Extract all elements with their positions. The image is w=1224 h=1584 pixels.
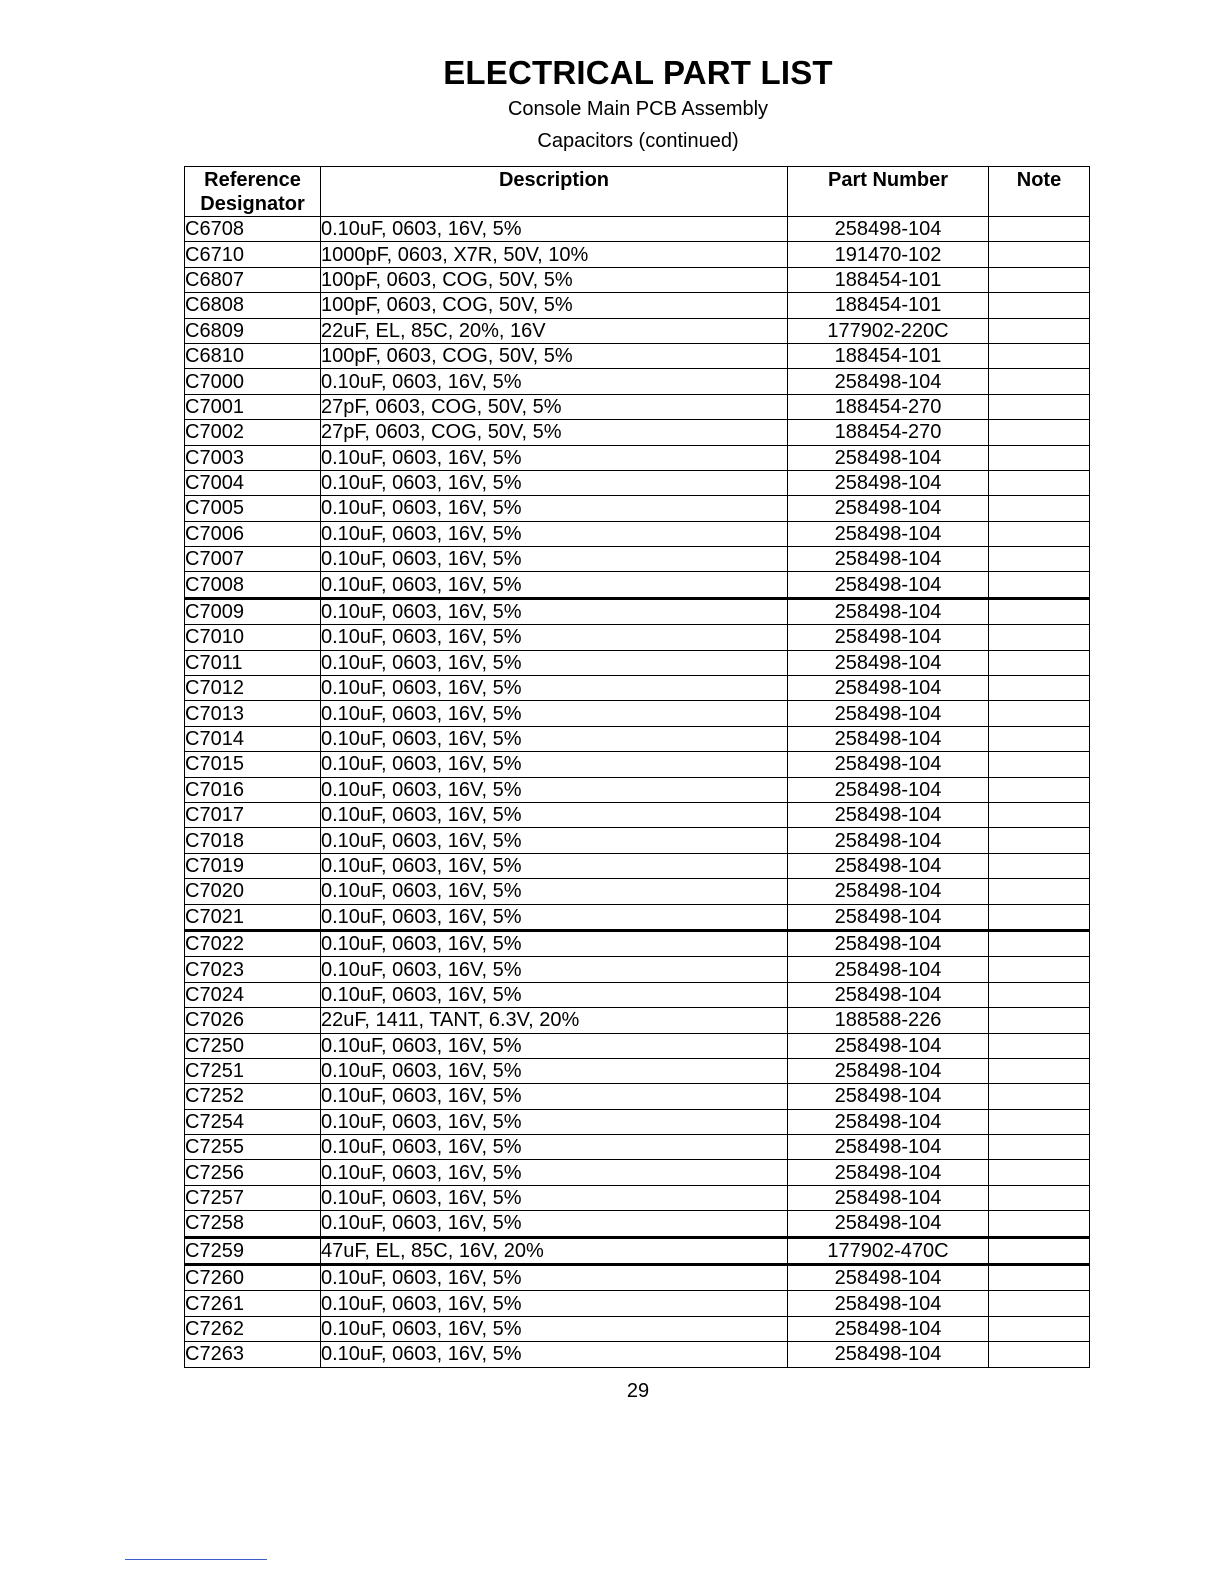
cell-reference-designator: C7021: [185, 904, 321, 930]
cell-note: [989, 598, 1090, 624]
cell-description: 100pF, 0603, COG, 50V, 5%: [321, 343, 788, 368]
page-number: 29: [626, 1380, 650, 1402]
cell-description: 0.10uF, 0603, 16V, 5%: [321, 802, 788, 827]
cell-part-number: 258498-104: [788, 904, 989, 930]
cell-note: [989, 777, 1090, 802]
table-row: [185, 1160, 1090, 1185]
table-row: [185, 853, 1090, 878]
cell-reference-designator: C7003: [185, 445, 321, 470]
cell-note: [989, 343, 1090, 368]
cell-description: 27pF, 0603, COG, 50V, 5%: [321, 420, 788, 445]
cell-note: [989, 982, 1090, 1007]
cell-reference-designator: C6710: [185, 242, 321, 267]
page-title: ELECTRICAL PART LIST: [443, 54, 833, 91]
table-row: [185, 420, 1090, 445]
cell-description: 27pF, 0603, COG, 50V, 5%: [321, 394, 788, 419]
cell-reference-designator: C7026: [185, 1008, 321, 1033]
table-row: [185, 957, 1090, 982]
cell-part-number: 258498-104: [788, 1033, 989, 1058]
cell-note: [989, 1265, 1090, 1291]
cell-part-number: 188454-101: [788, 293, 989, 318]
table-row: [185, 777, 1090, 802]
cell-part-number: 258498-104: [788, 572, 989, 598]
table-row: [185, 650, 1090, 675]
cell-reference-designator: C7260: [185, 1265, 321, 1291]
table-row: [185, 369, 1090, 394]
cell-note: [989, 904, 1090, 930]
cell-reference-designator: C7000: [185, 369, 321, 394]
cell-note: [989, 701, 1090, 726]
cell-note: [989, 1291, 1090, 1316]
cell-part-number: 258498-104: [788, 957, 989, 982]
cell-note: [989, 470, 1090, 495]
cell-reference-designator: C7257: [185, 1185, 321, 1210]
cell-reference-designator: C7254: [185, 1109, 321, 1134]
parts-table-body: [185, 217, 1090, 1368]
cell-reference-designator: C7017: [185, 802, 321, 827]
cell-description: 0.10uF, 0603, 16V, 5%: [321, 1109, 788, 1134]
cell-reference-designator: C7013: [185, 701, 321, 726]
cell-description: 22uF, 1411, TANT, 6.3V, 20%: [321, 1008, 788, 1033]
cell-reference-designator: C7255: [185, 1135, 321, 1160]
cell-part-number: 258498-104: [788, 369, 989, 394]
cell-description: 0.10uF, 0603, 16V, 5%: [321, 547, 788, 572]
cell-part-number: 258498-104: [788, 752, 989, 777]
cell-part-number: 258498-104: [788, 625, 989, 650]
table-row: [185, 293, 1090, 318]
cell-note: [989, 752, 1090, 777]
table-row: [185, 1109, 1090, 1134]
table-row: [185, 1316, 1090, 1341]
cell-description: 1000pF, 0603, X7R, 50V, 10%: [321, 242, 788, 267]
cell-description: 0.10uF, 0603, 16V, 5%: [321, 1084, 788, 1109]
cell-description: 0.10uF, 0603, 16V, 5%: [321, 598, 788, 624]
cell-note: [989, 1342, 1090, 1367]
cell-part-number: 258498-104: [788, 777, 989, 802]
cell-reference-designator: C6808: [185, 293, 321, 318]
cell-reference-designator: C7009: [185, 598, 321, 624]
cell-reference-designator: C7020: [185, 879, 321, 904]
header-description: Description: [321, 167, 788, 217]
cell-reference-designator: C7014: [185, 726, 321, 751]
table-row: [185, 726, 1090, 751]
cell-note: [989, 828, 1090, 853]
cell-description: 0.10uF, 0603, 16V, 5%: [321, 521, 788, 546]
cell-part-number: 258498-104: [788, 1058, 989, 1083]
cell-part-number: 258498-104: [788, 982, 989, 1007]
cell-note: [989, 318, 1090, 343]
cell-note: [989, 1033, 1090, 1058]
cell-description: 0.10uF, 0603, 16V, 5%: [321, 1185, 788, 1210]
cell-reference-designator: C7005: [185, 496, 321, 521]
table-row: [185, 547, 1090, 572]
cell-description: 0.10uF, 0603, 16V, 5%: [321, 676, 788, 701]
cell-reference-designator: C6810: [185, 343, 321, 368]
cell-part-number: 258498-104: [788, 650, 989, 675]
header-reference-designator: Reference Designator: [185, 167, 321, 217]
cell-description: 0.10uF, 0603, 16V, 5%: [321, 1265, 788, 1291]
table-row: [185, 521, 1090, 546]
cell-description: 0.10uF, 0603, 16V, 5%: [321, 828, 788, 853]
cell-description: 0.10uF, 0603, 16V, 5%: [321, 982, 788, 1007]
cell-part-number: 258498-104: [788, 547, 989, 572]
cell-note: [989, 572, 1090, 598]
cell-description: 0.10uF, 0603, 16V, 5%: [321, 1058, 788, 1083]
cell-note: [989, 853, 1090, 878]
table-row: [185, 1185, 1090, 1210]
cell-description: 0.10uF, 0603, 16V, 5%: [321, 496, 788, 521]
cell-reference-designator: C7004: [185, 470, 321, 495]
cell-part-number: 258498-104: [788, 1185, 989, 1210]
cell-note: [989, 217, 1090, 242]
cell-reference-designator: C7256: [185, 1160, 321, 1185]
cell-reference-designator: C7022: [185, 930, 321, 956]
cell-description: 0.10uF, 0603, 16V, 5%: [321, 650, 788, 675]
cell-part-number: 258498-104: [788, 930, 989, 956]
cell-reference-designator: C7023: [185, 957, 321, 982]
cell-description: 0.10uF, 0603, 16V, 5%: [321, 1316, 788, 1341]
table-row: [185, 445, 1090, 470]
cell-part-number: 258498-104: [788, 1084, 989, 1109]
section-heading: Capacitors (continued): [537, 130, 739, 152]
cell-part-number: 258498-104: [788, 726, 989, 751]
cell-reference-designator: C7252: [185, 1084, 321, 1109]
cell-reference-designator: C7002: [185, 420, 321, 445]
cell-reference-designator: C7016: [185, 777, 321, 802]
cell-part-number: 258498-104: [788, 1160, 989, 1185]
cell-part-number: 258498-104: [788, 1316, 989, 1341]
cell-reference-designator: C7008: [185, 572, 321, 598]
table-row: [185, 1265, 1090, 1291]
cell-part-number: 188454-270: [788, 420, 989, 445]
cell-reference-designator: C7259: [185, 1237, 321, 1264]
cell-note: [989, 496, 1090, 521]
table-row: [185, 1135, 1090, 1160]
cell-part-number: 258498-104: [788, 470, 989, 495]
cell-part-number: 258498-104: [788, 676, 989, 701]
cell-reference-designator: C7012: [185, 676, 321, 701]
cell-note: [989, 369, 1090, 394]
cell-note: [989, 394, 1090, 419]
table-row: [185, 930, 1090, 956]
table-row: [185, 982, 1090, 1007]
table-row: [185, 1237, 1090, 1264]
assembly-subtitle: Console Main PCB Assembly: [507, 98, 769, 120]
cell-description: 0.10uF, 0603, 16V, 5%: [321, 752, 788, 777]
cell-description: 0.10uF, 0603, 16V, 5%: [321, 445, 788, 470]
cell-note: [989, 1109, 1090, 1134]
cell-part-number: 188454-270: [788, 394, 989, 419]
cell-note: [989, 676, 1090, 701]
cell-note: [989, 1211, 1090, 1237]
cell-part-number: 188454-101: [788, 267, 989, 292]
table-row: [185, 242, 1090, 267]
cell-reference-designator: C7018: [185, 828, 321, 853]
table-row: [185, 1058, 1090, 1083]
table-row: [185, 496, 1090, 521]
cell-part-number: 258498-104: [788, 1135, 989, 1160]
cell-note: [989, 957, 1090, 982]
cell-note: [989, 267, 1090, 292]
table-row: [185, 394, 1090, 419]
cell-description: 0.10uF, 0603, 16V, 5%: [321, 777, 788, 802]
table-row: [185, 1084, 1090, 1109]
cell-part-number: 258498-104: [788, 853, 989, 878]
table-row: [185, 625, 1090, 650]
cell-reference-designator: C7263: [185, 1342, 321, 1367]
cell-description: 0.10uF, 0603, 16V, 5%: [321, 369, 788, 394]
cell-part-number: 258498-104: [788, 802, 989, 827]
cell-part-number: 258498-104: [788, 828, 989, 853]
cell-part-number: 258498-104: [788, 1109, 989, 1134]
cell-description: 100pF, 0603, COG, 50V, 5%: [321, 267, 788, 292]
cell-part-number: 258498-104: [788, 217, 989, 242]
cell-note: [989, 1058, 1090, 1083]
cell-note: [989, 1160, 1090, 1185]
cell-note: [989, 650, 1090, 675]
table-row: [185, 343, 1090, 368]
cell-description: 0.10uF, 0603, 16V, 5%: [321, 572, 788, 598]
cell-reference-designator: C6809: [185, 318, 321, 343]
table-row: [185, 470, 1090, 495]
cell-description: 0.10uF, 0603, 16V, 5%: [321, 1291, 788, 1316]
cell-description: 0.10uF, 0603, 16V, 5%: [321, 1342, 788, 1367]
table-row: [185, 318, 1090, 343]
cell-description: 0.10uF, 0603, 16V, 5%: [321, 1160, 788, 1185]
cell-description: 0.10uF, 0603, 16V, 5%: [321, 904, 788, 930]
cell-description: 0.10uF, 0603, 16V, 5%: [321, 930, 788, 956]
cell-note: [989, 1135, 1090, 1160]
cell-reference-designator: C7011: [185, 650, 321, 675]
cell-description: 0.10uF, 0603, 16V, 5%: [321, 217, 788, 242]
cell-part-number: 258498-104: [788, 879, 989, 904]
cell-reference-designator: C6708: [185, 217, 321, 242]
cell-part-number: 191470-102: [788, 242, 989, 267]
cell-part-number: 258498-104: [788, 1265, 989, 1291]
cell-description: 22uF, EL, 85C, 20%, 16V: [321, 318, 788, 343]
cell-description: 0.10uF, 0603, 16V, 5%: [321, 701, 788, 726]
table-row: [185, 217, 1090, 242]
cell-note: [989, 420, 1090, 445]
cell-description: 0.10uF, 0603, 16V, 5%: [321, 879, 788, 904]
table-header-row: [185, 167, 1090, 217]
cell-reference-designator: C7001: [185, 394, 321, 419]
cell-part-number: 177902-220C: [788, 318, 989, 343]
table-row: [185, 1211, 1090, 1237]
cell-note: [989, 625, 1090, 650]
parts-table: [184, 166, 1090, 1368]
cell-reference-designator: C7006: [185, 521, 321, 546]
cell-part-number: 258498-104: [788, 1342, 989, 1367]
cell-description: 0.10uF, 0603, 16V, 5%: [321, 726, 788, 751]
cell-description: 0.10uF, 0603, 16V, 5%: [321, 853, 788, 878]
cell-part-number: 258498-104: [788, 598, 989, 624]
cell-note: [989, 547, 1090, 572]
cell-part-number: 258498-104: [788, 1211, 989, 1237]
cell-description: 0.10uF, 0603, 16V, 5%: [321, 1211, 788, 1237]
cell-description: 0.10uF, 0603, 16V, 5%: [321, 625, 788, 650]
cell-note: [989, 726, 1090, 751]
cell-note: [989, 1008, 1090, 1033]
table-row: [185, 1342, 1090, 1367]
cell-reference-designator: C6807: [185, 267, 321, 292]
cell-part-number: 258498-104: [788, 496, 989, 521]
table-row: [185, 267, 1090, 292]
table-row: [185, 1008, 1090, 1033]
table-row: [185, 1033, 1090, 1058]
cell-part-number: 188454-101: [788, 343, 989, 368]
header-note: Note: [989, 167, 1090, 217]
cell-note: [989, 1237, 1090, 1264]
cell-note: [989, 1316, 1090, 1341]
table-row: [185, 802, 1090, 827]
table-row: [185, 904, 1090, 930]
cell-note: [989, 445, 1090, 470]
cell-reference-designator: C7258: [185, 1211, 321, 1237]
cell-note: [989, 1185, 1090, 1210]
table-row: [185, 598, 1090, 624]
cell-reference-designator: C7019: [185, 853, 321, 878]
cell-note: [989, 521, 1090, 546]
cell-description: 0.10uF, 0603, 16V, 5%: [321, 1033, 788, 1058]
cell-note: [989, 293, 1090, 318]
cell-note: [989, 1084, 1090, 1109]
cell-part-number: 177902-470C: [788, 1237, 989, 1264]
cell-reference-designator: C7007: [185, 547, 321, 572]
cell-reference-designator: C7010: [185, 625, 321, 650]
table-row: [185, 676, 1090, 701]
cell-part-number: 258498-104: [788, 701, 989, 726]
cell-description: 0.10uF, 0603, 16V, 5%: [321, 1135, 788, 1160]
cell-description: 100pF, 0603, COG, 50V, 5%: [321, 293, 788, 318]
cell-reference-designator: C7250: [185, 1033, 321, 1058]
cell-reference-designator: C7251: [185, 1058, 321, 1083]
cell-reference-designator: C7024: [185, 982, 321, 1007]
cell-description: 47uF, EL, 85C, 16V, 20%: [321, 1237, 788, 1264]
cell-note: [989, 802, 1090, 827]
cell-part-number: 258498-104: [788, 1291, 989, 1316]
table-row: [185, 828, 1090, 853]
table-row: [185, 1291, 1090, 1316]
table-row: [185, 752, 1090, 777]
cell-part-number: 188588-226: [788, 1008, 989, 1033]
table-row: [185, 701, 1090, 726]
cell-part-number: 258498-104: [788, 445, 989, 470]
cell-reference-designator: C7015: [185, 752, 321, 777]
cell-reference-designator: C7262: [185, 1316, 321, 1341]
table-row: [185, 879, 1090, 904]
cell-note: [989, 930, 1090, 956]
header-part-number: Part Number: [788, 167, 989, 217]
cell-reference-designator: C7261: [185, 1291, 321, 1316]
cell-note: [989, 242, 1090, 267]
table-row: [185, 572, 1090, 598]
cell-note: [989, 879, 1090, 904]
footnote-divider: [125, 1559, 267, 1560]
cell-description: 0.10uF, 0603, 16V, 5%: [321, 470, 788, 495]
cell-description: 0.10uF, 0603, 16V, 5%: [321, 957, 788, 982]
cell-part-number: 258498-104: [788, 521, 989, 546]
